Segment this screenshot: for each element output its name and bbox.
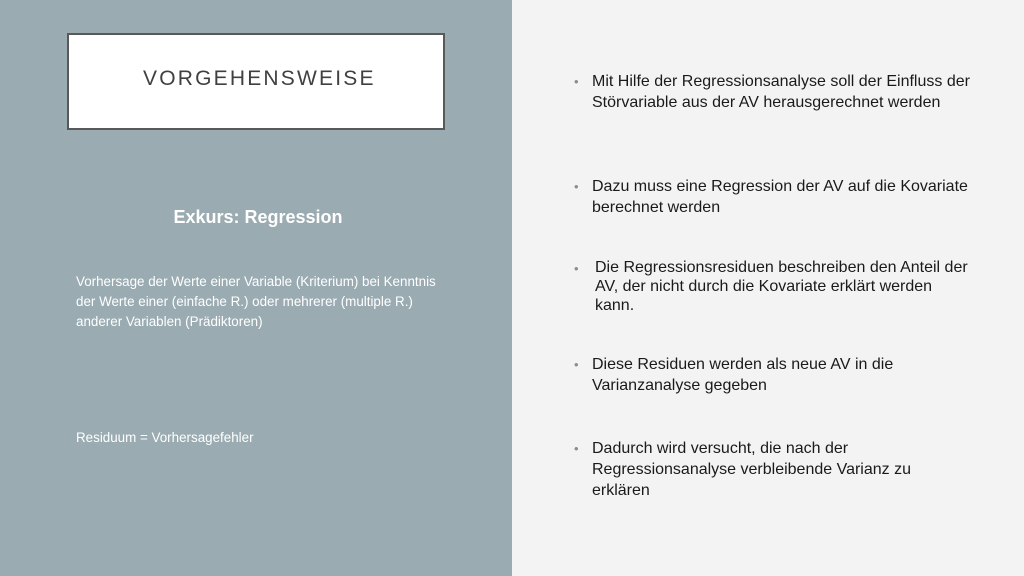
- bullet-item: [574, 71, 972, 113]
- regression-description: Vorhersage der Werte einer Variable (Kriterium) bei Kenntnis der Werte einer (einfache R.) oder mehrerer (multiple R.) anderer Variablen (Prädiktoren): [76, 274, 436, 329]
- right-panel: [512, 0, 1024, 576]
- slide-subtitle: Exkurs: Regression: [173, 207, 343, 227]
- bullet-item: [574, 438, 972, 501]
- residuum-definition: Residuum = Vorhersagefehler: [76, 430, 254, 445]
- bullet-dot-icon: •: [574, 261, 579, 276]
- bullet-dot-icon: •: [574, 441, 579, 456]
- bullet-dot-icon: •: [574, 74, 579, 89]
- title-box: [67, 33, 445, 130]
- bullet-dot-icon: •: [574, 357, 579, 372]
- bullet-list: [512, 0, 1024, 576]
- bullet-text: Mit Hilfe der Regressionsanalyse soll der Einfluss der Störvariable aus der AV herausgerechnet werden: [592, 73, 970, 111]
- bullet-text: Diese Residuen werden als neue AV in die Varianzanalyse gegeben: [592, 356, 894, 394]
- bullet-item: [574, 258, 972, 315]
- bullet-dot-icon: •: [574, 179, 579, 194]
- bullet-text: Die Regressionsresiduen beschreiben den Anteil der AV, der nicht durch die Kovariate erklärt werden kann.: [595, 259, 968, 314]
- bullet-item: [574, 176, 972, 218]
- bullet-text: Dazu muss eine Regression der AV auf die Kovariate berechnet werden: [592, 178, 968, 216]
- bullet-text: Dadurch wird versucht, die nach der Regressionsanalyse verbleibende Varianz zu erklären: [592, 440, 911, 499]
- bullet-item: [574, 354, 972, 396]
- slide-title: VORGEHENSWEISE: [143, 67, 376, 90]
